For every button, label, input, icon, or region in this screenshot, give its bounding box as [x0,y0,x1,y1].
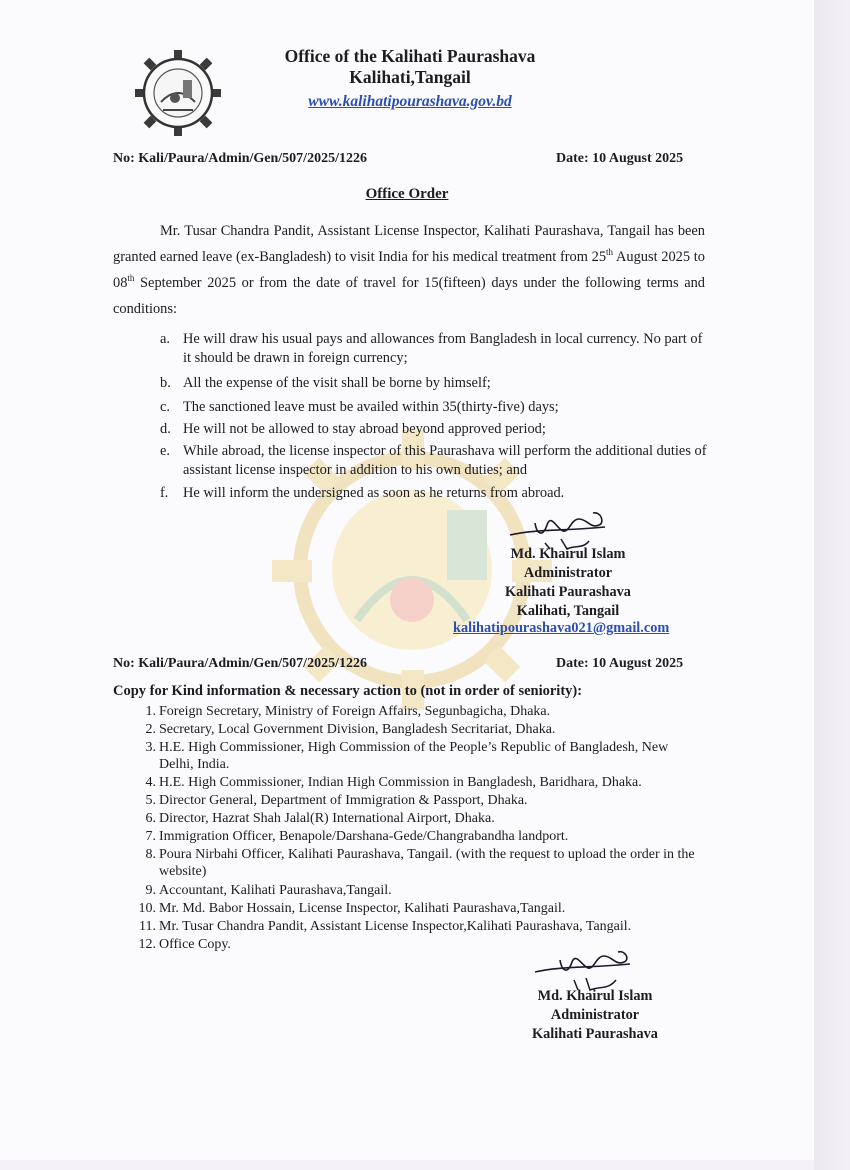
copy-recipient-text: Secretary, Local Government Division, Bangladesh Secritariat, Dhaka. [159,722,556,737]
signatory-1-name: Md. Khairul Islam [510,546,626,562]
condition-item [160,330,720,368]
condition-item [160,374,720,393]
signatory-1-place: Kalihati, Tangail [516,603,620,619]
copy-recipient-number: 8. [145,847,156,862]
copy-recipient-number: 12. [138,937,156,952]
copy-recipient-text: Poura Nirbahi Officer, Kalihati Paurashava, Tangail. (with the request to upload the order in the website) [159,847,695,879]
copy-recipient-number: 9. [145,883,156,898]
signatory-2-designation: Administrator [550,1007,640,1023]
signatory-1-office: Kalihati Paurashava [505,584,631,600]
copy-recipient-number: 5. [145,793,156,808]
condition-item [160,484,720,503]
copy-recipient-text: Immigration Officer, Benapole/Darshana-Gede/Changrabandha landport. [159,829,569,844]
copy-recipient-text: Director General, Department of Immigration & Passport, Dhaka. [159,793,528,808]
condition-marker: f. [160,485,169,501]
condition-text: All the expense of the visit shall be borne by himself; [183,375,491,391]
order-paragraph: Mr. Tusar Chandra Pandit, Assistant License Inspector, Kalihati Paurashava, Tangail has been granted earned leave (ex-Bangladesh) to visit India for his medical treatment from 25th August 2025 to 08th September 2025 or from the date of travel for 15(fifteen) days under the following terms and conditions: [113,223,705,317]
website-link[interactable]: www.kalihatipourashava.gov.bd [308,93,512,110]
copy-recipient-number: 4. [145,775,156,790]
condition-text: He will draw his usual pays and allowances from Bangladesh in local currency. No part of it should be drawn in foreign currency; [183,331,703,366]
copy-recipient-number: 6. [145,811,156,826]
reference-date: Date: 10 August 2025 [556,151,684,166]
reference-number: No: Kali/Paura/Admin/Gen/507/2025/1226 [113,151,367,166]
copy-recipient-number: 11. [139,919,156,934]
copy-recipient-text: H.E. High Commissioner, Indian High Commission in Bangladesh, Baridhara, Dhaka. [159,775,642,790]
signatory-2-office: Kalihati Paurashava [532,1026,658,1042]
signatory-1-designation: Administrator [523,565,613,581]
copy-recipient-text: H.E. High Commissioner, High Commission of the People’s Republic of Bangladesh, New Delhi, India. [159,740,669,772]
copy-recipient-text: Office Copy. [159,937,231,952]
condition-marker: d. [160,421,171,437]
copy-recipient-text: Foreign Secretary, Ministry of Foreign Affairs, Segunbagicha, Dhaka. [159,704,551,719]
condition-text: While abroad, the license inspector of this Paurashava will perform the additional duties of assistant license inspector in addition to his own duties; and [183,443,707,478]
condition-marker: c. [160,399,170,415]
office-name-heading: Office of the Kalihati Paurashava [284,46,536,66]
copy-recipient-text: Director, Hazrat Shah Jalal(R) International Airport, Dhaka. [159,811,495,826]
paurashava-logo-icon [135,50,221,136]
condition-text: He will inform the undersigned as soon as he returns from abroad. [183,485,565,501]
condition-item [160,442,720,480]
signatory-2-block [515,987,675,1044]
copy-recipient-number: 1. [145,704,156,719]
condition-item [160,398,720,417]
order-title: Office Order [365,186,449,202]
copy-recipient-number: 3. [145,740,156,755]
condition-text: The sanctioned leave must be availed within 35(thirty-five) days; [183,399,559,415]
scan-edge [814,0,850,1170]
signatory-2-name: Md. Khairul Islam [537,988,653,1004]
copy-recipient-text: Accountant, Kalihati Paurashava,Tangail. [159,883,392,898]
copy-recipient-text: Mr. Tusar Chandra Pandit, Assistant License Inspector,Kalihati Paurashava, Tangail. [159,919,632,934]
copy-heading: Copy for Kind information & necessary action to (not in order of seniority): [113,683,583,699]
copy-recipient-text: Mr. Md. Babor Hossain, License Inspector, Kalihati Paurashava,Tangail. [159,901,566,916]
copy-recipient-number: 7. [145,829,156,844]
copy-reference-number: No: Kali/Paura/Admin/Gen/507/2025/1226 [113,656,367,671]
condition-item [160,420,720,439]
condition-marker: e. [160,443,170,459]
condition-text: He will not be allowed to stay abroad beyond approved period; [183,421,546,437]
signatory-1-email-link[interactable]: kalihatipourashava021@gmail.com [453,620,670,636]
condition-marker: a. [160,331,170,347]
copy-reference-date: Date: 10 August 2025 [556,656,684,671]
signatory-1-block [488,545,648,621]
copy-recipient-number: 10. [138,901,156,916]
copy-recipient-number: 2. [145,722,156,737]
office-place-heading: Kalihati,Tangail [349,67,471,87]
condition-marker: b. [160,375,171,391]
